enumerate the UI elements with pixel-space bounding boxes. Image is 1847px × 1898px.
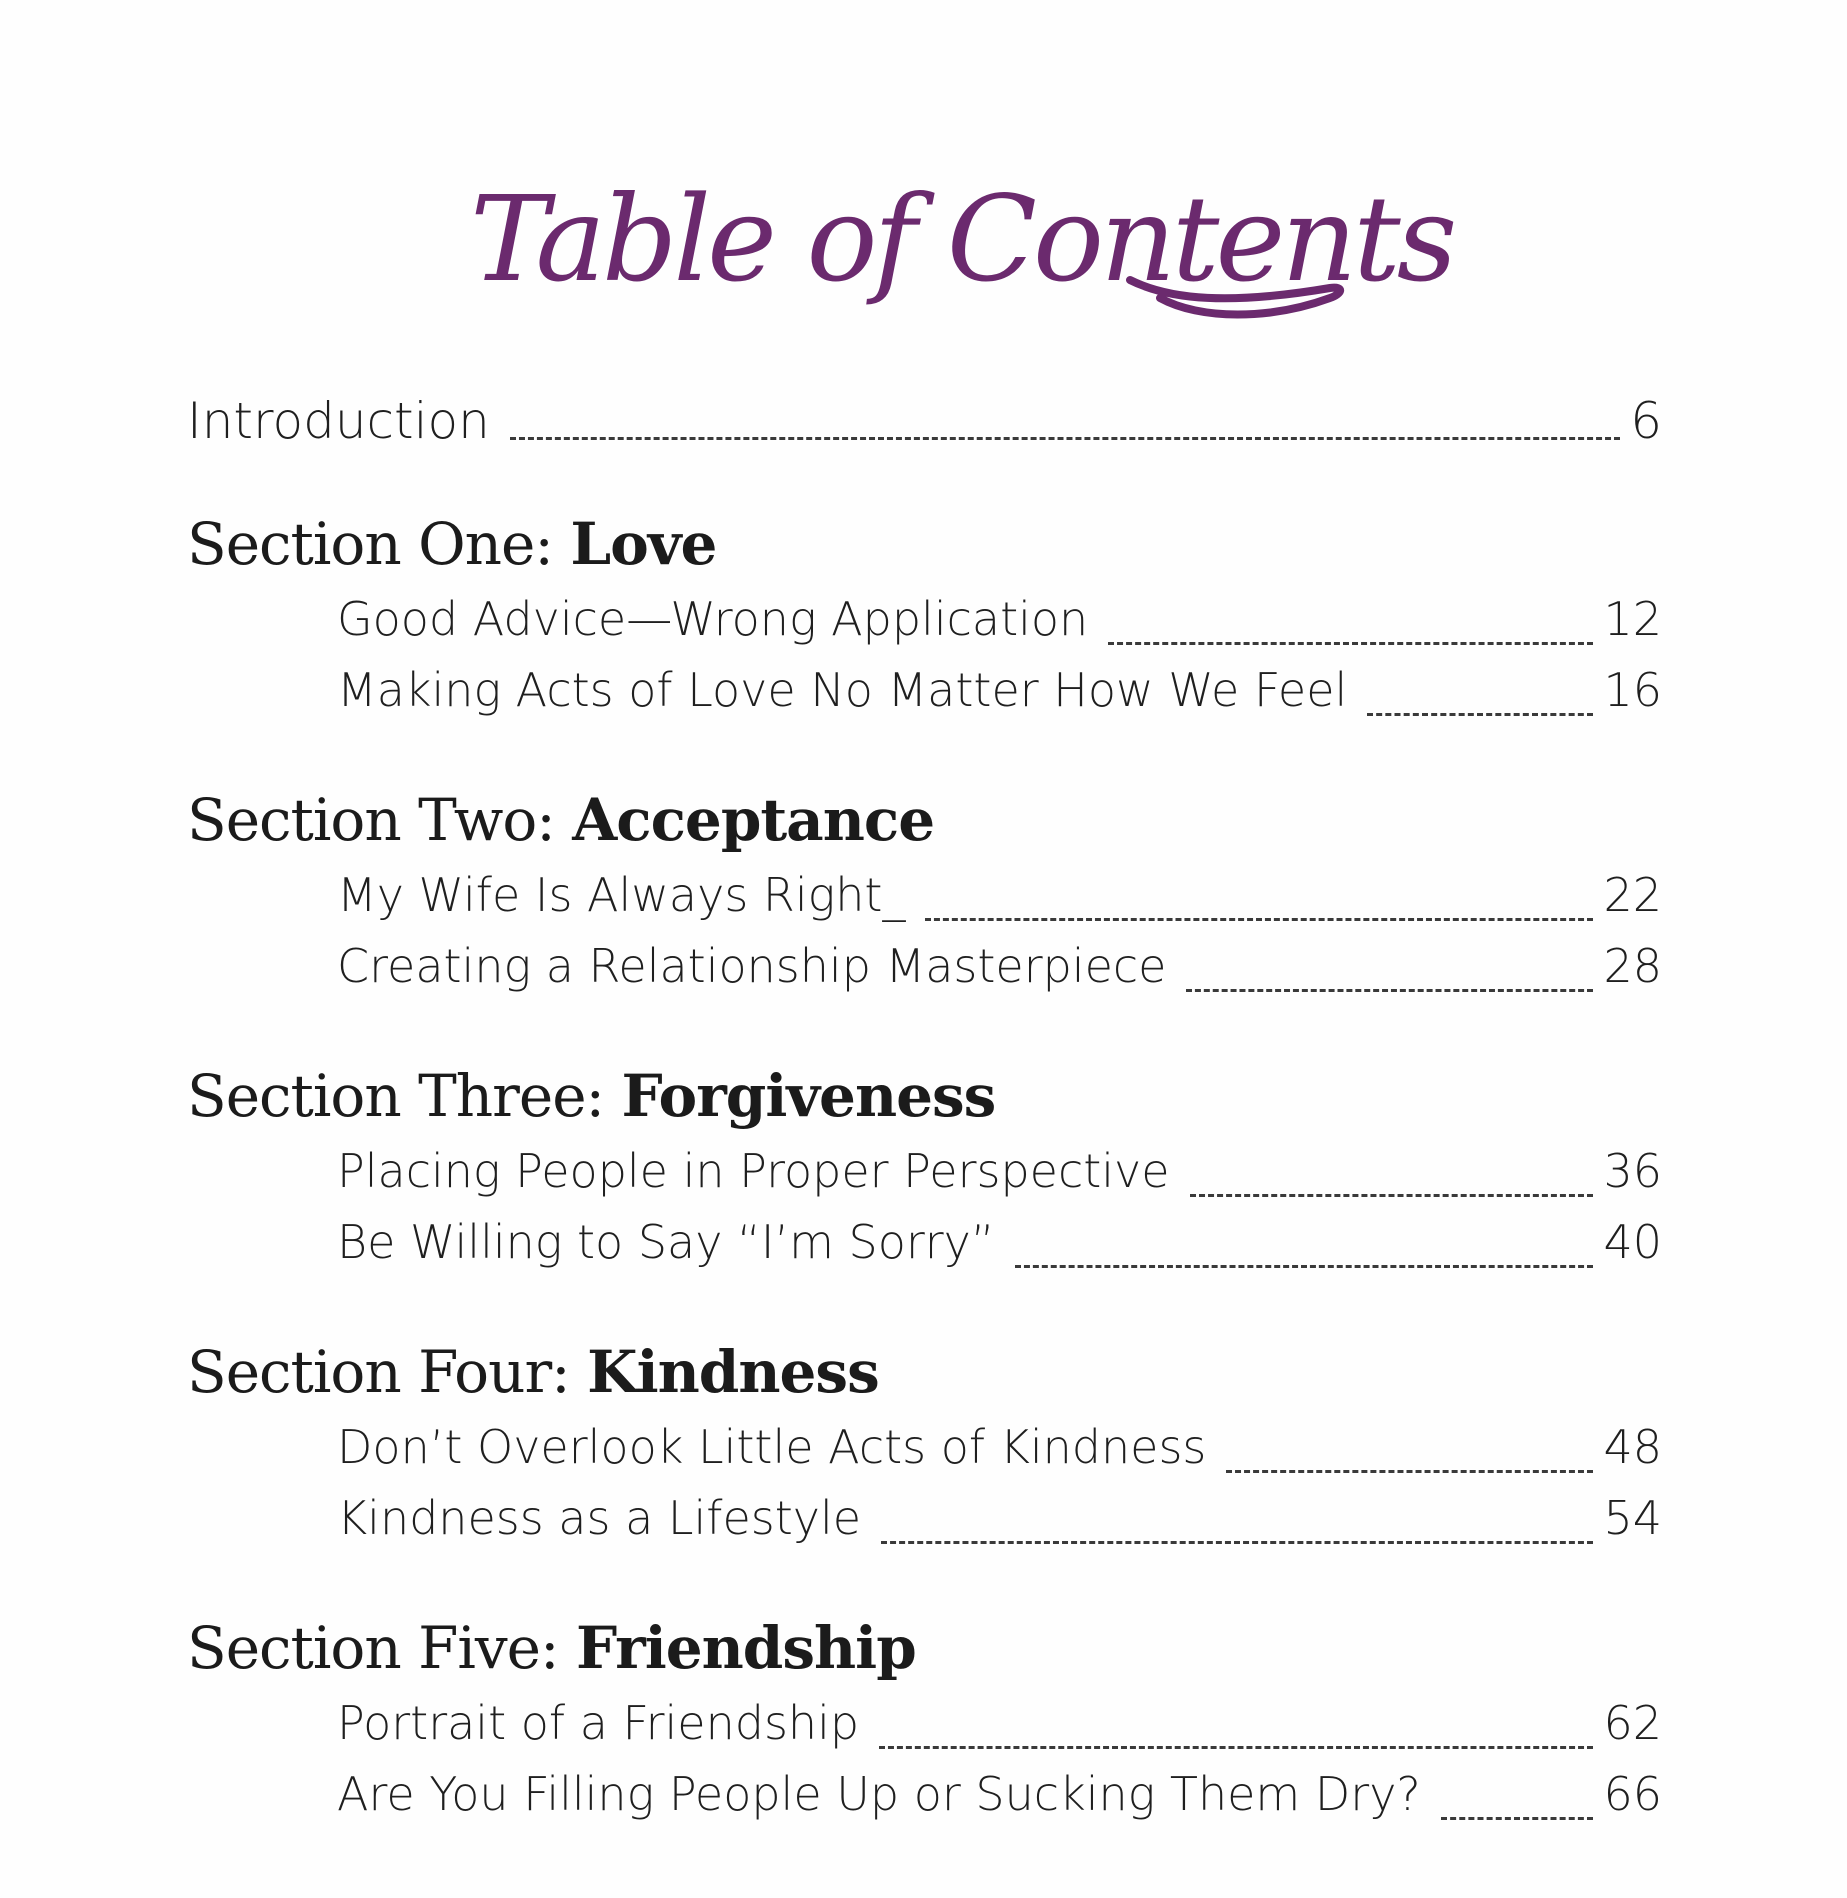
toc-page-number: 12 [1603,592,1662,646]
dotted-leader [1108,642,1593,645]
dotted-leader [1015,1265,1594,1268]
toc-entry-label: Kindness as a Lifestyle [337,1491,862,1545]
toc-entry-label: Are You Filling People Up or Sucking Them Dry? [337,1767,1421,1821]
toc-page-number: 54 [1603,1491,1662,1545]
toc-page-number: 22 [1603,868,1662,922]
section-prefix: Section Four: [187,1338,570,1406]
toc-entry-row[interactable] [337,1136,1662,1207]
toc-page-number: 28 [1603,939,1662,993]
toc-page-number: 40 [1603,1215,1662,1269]
toc-entry-label: Portrait of a Friendship [337,1696,860,1750]
toc-page-number: 66 [1603,1767,1662,1821]
toc-entry-row[interactable] [337,860,1662,931]
section-topic: Acceptance [572,786,935,854]
toc-entry-row[interactable] [337,584,1662,655]
dotted-leader [925,918,1593,921]
section-topic: Forgiveness [621,1062,996,1130]
toc-page-number: 48 [1603,1420,1662,1474]
section-topic: Love [570,510,717,578]
toc-entry-label: Placing People in Proper Perspective [337,1144,1170,1198]
toc-page-number: 62 [1603,1696,1662,1750]
title-swash [470,170,1370,400]
toc-entry-label: Creating a Relationship Masterpiece [337,939,1167,993]
section-heading [187,1332,1662,1412]
toc-intro-row[interactable] [187,370,1662,450]
section-prefix: Section One: [187,510,553,578]
toc-entry-label: Good Advice—Wrong Application [337,592,1089,646]
toc-entry-label: Don’t Overlook Little Acts of Kindness [337,1420,1207,1474]
toc-page-number: 16 [1603,663,1662,717]
toc-entry-row[interactable] [337,1412,1662,1483]
section-prefix: Section Two: [187,786,555,854]
toc-entry-label: Making Acts of Love No Matter How We Feel [337,663,1348,717]
section-prefix: Section Three: [187,1062,605,1130]
dotted-leader [1367,713,1593,716]
table-of-contents [187,370,1662,1830]
dotted-leader [1226,1470,1593,1473]
section-heading [187,780,1662,860]
toc-entry-label: My Wife Is Always Right_ [337,868,906,922]
toc-section [187,1056,1662,1278]
page-title [470,170,1454,400]
toc-entry-row[interactable] [337,1207,1662,1278]
section-heading [187,1608,1662,1688]
section-heading [187,1056,1662,1136]
toc-entry-row[interactable] [337,931,1662,1002]
dotted-leader [879,1746,1593,1749]
toc-entry-row[interactable] [337,655,1662,726]
toc-section [187,780,1662,1002]
dotted-leader [510,437,1620,440]
section-prefix: Section Five: [187,1614,559,1682]
dotted-leader [881,1541,1593,1544]
section-topic: Friendship [575,1614,916,1682]
toc-page-number: 6 [1630,392,1662,450]
toc-entry-row[interactable] [337,1483,1662,1554]
toc-entry-label: Introduction [187,392,490,450]
toc-entry-row[interactable] [337,1759,1662,1830]
section-topic: Kindness [587,1338,879,1406]
toc-section [187,1332,1662,1554]
title-text: Table of Contents [470,170,1454,308]
toc-section [187,504,1662,726]
toc-page-number: 36 [1603,1144,1662,1198]
dotted-leader [1186,989,1593,992]
dotted-leader [1190,1194,1594,1197]
toc-section [187,1608,1662,1830]
toc-entry-label: Be Willing to Say “I’m Sorry” [337,1215,995,1269]
section-heading [187,504,1662,584]
toc-entry-row[interactable] [337,1688,1662,1759]
dotted-leader [1441,1817,1594,1820]
